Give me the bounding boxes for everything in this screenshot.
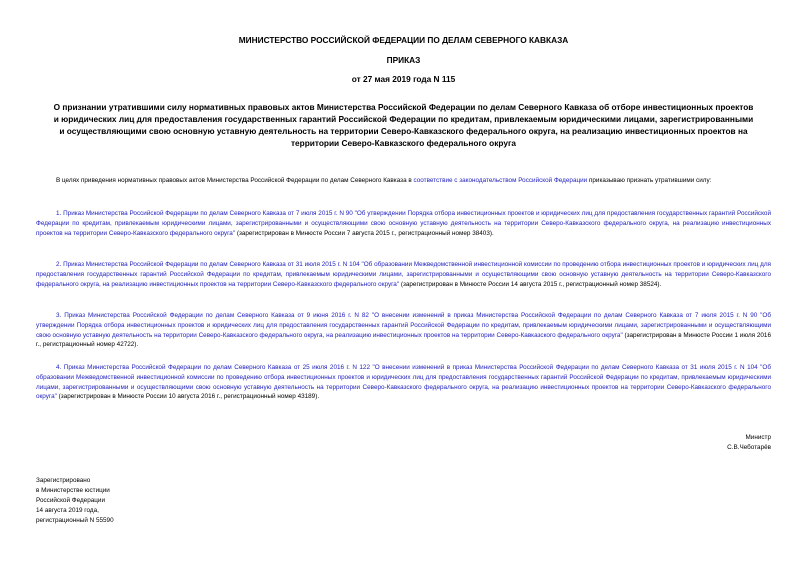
item-3-number: 3. <box>56 312 65 319</box>
item-2-number: 2. <box>56 261 64 268</box>
list-item-4 <box>36 363 771 402</box>
registration-block <box>36 476 114 526</box>
doc-type: ПРИКАЗ <box>386 55 421 65</box>
signatory-position: Министр <box>745 434 771 441</box>
registration-line-1: Зарегистрировано <box>36 477 91 484</box>
doc-date-number: от 27 мая 2019 года N 115 <box>351 74 456 84</box>
list-item-3 <box>36 311 771 350</box>
list-item-1 <box>36 209 771 238</box>
intro-text: В целях приведения нормативных правовых актов Министерства Российской Федерации по делам Северного Кавказа в <box>56 177 414 184</box>
signatory-name: С.В.Чеботарёв <box>727 444 771 451</box>
registration-line-5: регистрационный N 55590 <box>36 517 114 524</box>
intro-text-end: приказываю признать утратившими силу: <box>587 177 712 184</box>
ministry-name: МИНИСТЕРСТВО РОССИЙСКОЙ ФЕДЕРАЦИИ ПО ДЕЛАМ СЕВЕРНОГО КАВКАЗА <box>238 35 569 45</box>
item-1-order-link[interactable]: Приказ Министерства Российской Федерации по делам Северного Кавказа от 7 июля 2015 г. N 90 "Об утверждении Порядка отбора инвестиционных проектов и юридических лиц для предоставления государственных гарантий Российской Федерации по кредитам, привлекаемым юридическими лицами, зарегистрированными и осуществляющими свою основную уставную деятельность на территории Северо-Кавказского федерального округа, на реализацию инвестиционных проектов на территории Северо-Кавказского федерального округа" <box>36 210 771 237</box>
item-3-order-link[interactable]: Приказ Министерства Российской Федерации по делам Северного Кавказа от 9 июня 2016 г. N 82 "О внесении изменений в приказ Министерства Российской Федерации по делам Северного Кавказа от 7 июля 2015 г. N 90 "Об утверждении Порядка отбора инвестиционных проектов и юридических лиц для предоставления государственных гарантий Российской Федерации по кредитам, привлекаемым юридическими лицами, зарегистрированными и осуществляющими свою основную уставную деятельность на территории Северо-Кавказского федерального округа, на реализацию инвестиционных проектов на территории Северо-Кавказского федерального округа" <box>36 312 771 339</box>
item-1-number: 1. <box>56 210 64 217</box>
registration-line-3: Российской Федерации <box>36 497 105 504</box>
registration-line-2: в Министерстве юстиции <box>36 487 110 494</box>
item-3-registration: (зарегистрирован в Минюсте России 1 июля 2016 г., регистрационный номер 42722). <box>36 331 771 349</box>
document-title: О признании утратившими силу нормативных правовых актов Министерства Российской Федерации по делам Северного Кавказа об отборе инвестиционных проектов и юридических лиц для предоставления государственных гарантий Российской Федерации по кредитам, привлекаемым юридическими лицами, зарегистрированными и осуществляющими свою основную уставную деятельность на территории Северо-Кавказского федерального округа, на реализацию инвестиционных проектов на территории Северо-Кавказского федерального округа <box>53 102 754 148</box>
item-4-number: 4. <box>56 364 64 371</box>
item-2-order-link[interactable]: Приказ Министерства Российской Федерации по делам Северного Кавказа от 31 июля 2015 г. N 104 "Об образовании Межведомственной инвестиционной комиссии по проведению отбора инвестиционных проектов и юридических лиц для предоставления государственных гарантий Российской Федерации по кредитам, привлекаемым юридическими лицами, зарегистрированными и осуществляющими свою основную уставную деятельность на территории Северо-Кавказского федерального округа, на реализацию инвестиционных проектов на территории Северо-Кавказского федерального округа" <box>36 261 771 288</box>
item-4-order-link[interactable]: Приказ Министерства Российской Федерации по делам Северного Кавказа от 25 июля 2016 г. N 122 "О внесении изменений в приказ Министерства Российской Федерации по делам Северного Кавказа от 31 июля 2015 г. N 104 "Об образовании Межведомственной инвестиционной комиссии по проведению отбора инвестиционных проектов и юридических лиц для предоставления государственных гарантий Российской Федерации по кредитам, привлекаемым юридическими лицами, зарегистрированными и осуществляющими свою основную уставную деятельность на территории Северо-Кавказского федерального округа, на реализацию инвестиционных проектов на территории Северо-Кавказского федерального округа" <box>36 364 771 401</box>
intro-law-link[interactable]: соответствие с законодательством Российской Федерации <box>413 177 588 184</box>
intro-paragraph <box>36 176 771 186</box>
item-4-registration: (зарегистрирован в Минюсте России 10 августа 2016 г., регистрационный номер 43189). <box>56 393 320 401</box>
registration-line-4: 14 августа 2019 года, <box>36 507 99 514</box>
signature-block <box>727 433 771 453</box>
item-2-registration: (зарегистрирован в Минюсте России 14 августа 2015 г., регистрационный номер 38524). <box>399 280 662 288</box>
list-item-2 <box>36 260 771 289</box>
item-1-registration: (зарегистрирован в Минюсте России 7 августа 2015 г., регистрационный номер 38403). <box>235 229 494 237</box>
